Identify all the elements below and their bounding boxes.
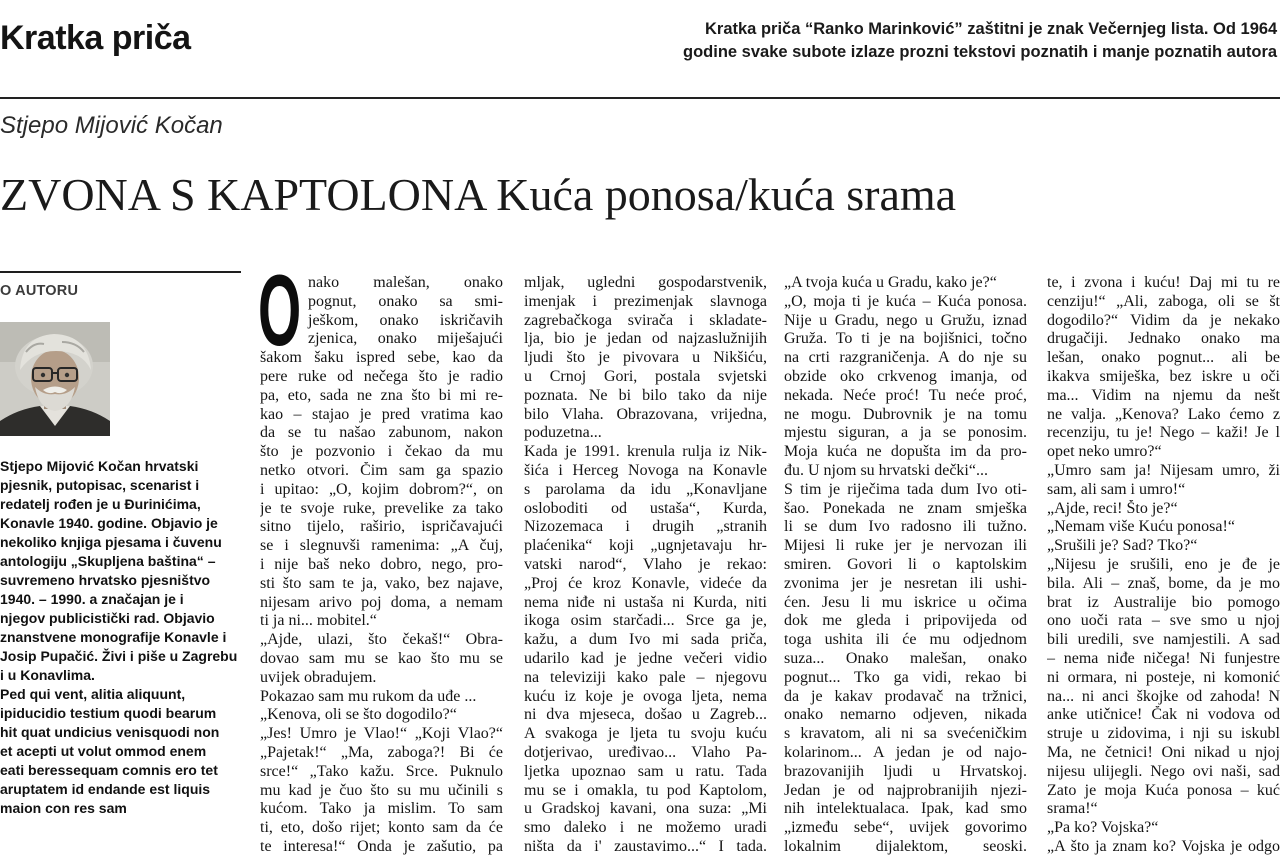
article-text-line: „Srušili je? Sad? Tko?“ [1047,537,1198,555]
article-text-line: struje u zidovima, i nji su iskubl [1047,725,1280,743]
section-note-line: Kratka priča “Ranko Marinković” zaštitni je znak Večernjeg lista. Od 1964 [705,20,1278,38]
article-text-line: ljetka upoznao sam u ratu. Tada [524,762,767,780]
bio-text-line: Stjepo Mijović Kočan hrvatski [0,458,199,474]
article-text-line: osloboditi od ustaša“, Kurda, [524,499,767,517]
article-text-line: u Gradskoj kavani, ona suza: „Mi [524,800,767,818]
article-text-line: „Kenova, oli se što dogodilo?“ [260,706,457,724]
article-text-line: „Pajetak!“ „Ma, zaboga?! Bi će [260,743,503,761]
article-text-line: na crti razgraničenja. A do nje su [784,349,1027,367]
bio-text-line: redatelj rođen je u Đurinićima, [0,496,201,512]
article-text-line: i upitao: „O, kojim dobrom?“, on [260,480,503,498]
about-author-divider [0,271,241,273]
article-text-line: na televiziji kako pale – njegovu [524,668,767,686]
bio-text-line: znanstvene monografije Konavle i [0,629,227,645]
article-text-line: dovao sam mu se kao što mu se [260,649,503,667]
article-text-line: u Crnoj Gori, postala svjetski [524,367,767,385]
bio-text-line: i u Konavlima. [0,667,95,683]
article-text-line: „Nijesu je srušili, eno je đe je [1047,555,1280,573]
article-text-line: je te svoje ruke, prevelike za tako [260,499,503,517]
article-text-line: pa, eto, sada ne zna što bi mi re- [260,386,503,404]
article-text-line: obzide oko crkvenog imanja, od [784,367,1027,385]
article-text-line: nema niđe ni ustaša ni Kurda, niti [524,593,767,611]
article-text-line: se i slegnuvši ramenima: „A čuj, [260,537,503,555]
author-bio [0,457,242,818]
article-text-line: lešan, onako pognut... ali be [1047,349,1280,367]
article-text-line: brat iz Australije bio pomogo [1047,593,1280,611]
article-text-line: uvijek obradujem. [260,668,377,686]
article-text-line: Nije u Gradu, nego u Gružu, iznad [784,311,1027,329]
bio-text-line: Ped qui vent, alitia aliquunt, [0,686,186,702]
about-author-heading: O AUTORU [0,283,79,299]
author-portrait-image [0,322,110,436]
article-text-line: kućom. Tako ja mislim. To sam [260,800,503,818]
article-text-line: suza... Onako malešan, onako [784,649,1027,667]
article-text-line: Zato je moja Kuća ponosa – kuć [1047,781,1280,799]
article-text-line: kuću iz koje je ovoga ljeta, nema [524,687,767,705]
bio-text-line: eati beressequam comnis ero tet [0,762,218,778]
article-text-line: netko otvori. Čim sam ga spazio [260,461,503,479]
article-text-line: sti što sam te ja, vako, bez najave, [260,574,503,592]
article-text-line: Jedan je od najprobranijih njezi- [784,781,1027,799]
article-text-line: bilo Vlaha. Obrazovana, vrijedna, [524,405,767,423]
article-text-line: A svakoga je ljeta tu svoju kuću [524,725,767,743]
article-text-line: sam, ali sam i umro!“ [1047,480,1186,498]
article-text-line: kažu, a dum Ivo mi sada priča, [524,631,767,649]
article-text-line: „Nemam više Kuću ponosa!“ [1047,518,1235,536]
article-text-line: te, i zvona i kuću! Daj mi tu re [1047,274,1280,291]
article-text-line: – nema niđe ničega! Ni funjestre [1047,649,1280,667]
article-text-line: toga ushita ili će mu odjednom [784,631,1027,649]
article-text-line: dotjerivao, uređivao... Vlaho Pa- [524,743,767,761]
article-text-line: Ma, ne četnici! Oni nikad u njoj [1047,743,1280,761]
article-text-line: lokalnim dijalektom, seoski. [784,837,1027,855]
article-text-line: šića i Herceg Novoga na Konavle [524,461,767,479]
article-text-line: „O, moja ti je kuća – Kuća ponosa. [784,292,1027,310]
bio-text-line: Konavle 1940. godine. Objavio je [0,515,218,531]
article-text-line: mu kad je čuo što su mu učinili s [260,781,503,799]
article-column-4 [1047,274,1280,857]
bio-text-line: hit quat undicius venisquodi non [0,724,220,740]
article-text-line: dok me gleda i pripovijeda od [784,612,1027,630]
article-text-line: ti ja ni... mobitel.“ [260,612,377,630]
article-text-line: ono uoči rata – sve smo u njoj [1047,612,1280,630]
article-text-line: lja, bio je jedan od najzaslužnijih [524,330,767,348]
bio-text-line: Josip Pupačić. Živi i piše u Zagrebu [0,648,238,664]
article-title: ZVONA S KAPTOLONA Kuća ponosa/kuća srama [0,169,957,220]
article-text-line: i nije baš neko dobro, nego, pro- [260,555,503,573]
article-text-line: „Umro sam ja! Nijesam umro, ži [1047,461,1280,479]
article-text-line: šakom šaku ispred sebe, kao da [260,349,503,367]
article-text-line: dogodilo?“ Vidim da je nekako [1047,311,1280,329]
article-text-line: Moja kuća ne dopušta im da pro- [784,443,1027,461]
article-text-line: ništa da i' zaustavimo...“ I tada. [524,837,767,855]
left-eye [41,373,45,377]
article-text-line: pognut, onako sa smi- [308,292,503,310]
article-text-line: „Jes! Umro je Vlao!“ „Koji Vlao?“ [260,725,503,743]
article-text-line: poduzetna... [524,424,602,442]
article-text-line: ikakva smiješka, bez iskre u oči [1047,367,1280,385]
article-text-line: S tim je riječima tada dum Ivo oti- [784,480,1027,498]
article-text-line: pere ruke od nečega što je radio [260,367,503,385]
article-author: Stjepo Mijović Kočan [0,112,223,139]
article-text-line: đu. U njom su hrvatski dečki“... [784,461,988,479]
article-text-line: Mijesi li ruke jer je nervozan ili [784,537,1027,555]
article-text-line: nekada. Neće proć! Tu neće proć, [784,386,1027,404]
article-text-line: brazovanijih ljudi u Hrvatskoj. [784,762,1027,780]
article-text-line: nih intelektualaca. Ipak, kad smo [784,800,1027,818]
article-column-1 [258,255,503,857]
article-text-line: „Proj će kroz Konavle, videće da [524,574,767,592]
bio-text-line: njegov publicistički rad. Objavio [0,610,215,626]
article-text-line: srce!“ „Tako kažu. Srce. Puknulo [260,762,503,780]
article-text-line: ješkom, onako iskričavih [308,311,503,329]
article-text-line: zvonima jer je nesretan ili ushi- [784,574,1027,592]
article-text-line: šao. Ponekada ne znam smješka [784,499,1027,517]
article-text-line: vatski narod“, Vlaho je rekao: [524,555,767,573]
article-text-line: Gruža. To ti je na bojišnici, točno [784,330,1027,348]
article-text-line: smo daleko i ne možemo uradi [524,819,767,837]
article-text-line: te interesa!“ Onda je zašutio, pa [260,837,503,855]
bio-text-line: suvremeno hrvatsko pjesništvo [0,572,211,588]
article-text-line: Nizozemaca i drugih „stranih [524,518,767,536]
article-text-line: smiren. Govori li o kaptolskim [784,555,1027,573]
article-text-line: poznata. Ne bi bilo tako da nije [524,386,767,404]
bio-text-line: 1940. – 1990. a značajan je i [0,591,184,607]
article-text-line: pognut... Tko ga vidi, rekao bi [784,668,1027,686]
article-text-line: ti, eto, došo rijet; konto sam da će [260,819,503,837]
article-text-line: li se dum Ivo radosno ili tužno. [784,518,1027,536]
bio-text-line: aruptatem id endande est liquis [0,781,211,797]
article-text-line: zjenica, onako miješajući [308,330,503,348]
article-text-line: da je kakav prodavač na tržnici, [784,687,1027,705]
article-text-line: Pokazao sam mu rukom da uđe ... [260,687,477,705]
article-text-line: „A što ja znam ko? Vojska je odgo [1047,837,1280,855]
article-text-line: mjestu siguran, a ja se ponosim. [784,424,1027,442]
bio-text-line: et acepti ut volut ommod enem [0,743,207,759]
article-text-line: ni ormara, ni posteje, ni komonić [1047,668,1280,686]
article-text-line: recenziju, tu je! Nego – kaži! Je l [1047,424,1280,442]
bio-text-line: antologiju „Skupljena baština“ – [0,553,216,569]
article-text-line: da se tu našao zabunom, nakon [260,424,503,442]
article-text-line: opet neko umro?“ [1047,443,1162,461]
article-text-line: „Pa ko? Vojska?“ [1047,819,1159,837]
article-text-line: „Ajde, reci! Što je?“ [1047,499,1178,517]
article-text-line: udarilo kad je jedne večeri vidio [524,649,767,667]
article-text-line: zagrebačkoga svirača i skladate- [524,311,767,329]
article-text-line: anke utičnice! Čak ni vodova od [1047,706,1280,724]
article-text-line: mu se i omakla, tu pod Kaptolom, [524,781,767,799]
article-text-line: imenjak i prezimenjak slavnoga [524,292,767,310]
bio-text-line: ipiducidio testium quodi bearum [0,705,217,721]
article-text-line: nako malešan, onako [308,274,503,291]
author-photo [0,322,110,436]
article-text-line: s kravatom, ali ni sa svećeničkim [784,725,1027,743]
bio-text-line: pjesnik, putopisac, scenarist i [0,477,200,493]
bio-text-line: maion con res sam [0,800,127,816]
header-divider [0,97,1280,99]
bio-text-line: nekoliko knjiga pjesama i čuvenu [0,534,222,550]
article-text-line: „između sebe“, uvijek govorimo [784,819,1027,837]
article-text-line: nijesam arivo poj doma, a nemam [260,593,503,611]
article-text-line: plaćenika“ koji „ugnjetavaju hr- [524,537,767,555]
article-text-line: s parolama da idu „Konavljane [524,480,767,498]
article-text-line: ma... Vidim na njemu da nešt [1047,386,1280,404]
article-text-line: što je pozvonio i čekao da mu [260,443,503,461]
article-text-line: bili uredili, sve namjestili. A sad [1047,631,1280,649]
article-text-line: „A tvoja kuća u Gradu, kako je?“ [784,274,997,291]
article-text-line: Kada je 1991. krenula rulja iz Nik- [524,443,767,461]
article-text-line: cenziju!“ „Ali, zaboga, oli se št [1047,292,1280,310]
article-text-line: sitno tijelo, raširio, ispričavajući [260,518,503,536]
article-text-line: kao – stajao je pred vratima kao [260,405,503,423]
article-text-line: ljudi što je pivovara u Nikšiću, [524,349,767,367]
drop-cap: O [258,255,302,368]
article-text-line: mljak, ugledni gospodarstvenik, [524,274,767,291]
article-text-line: srama!“ [1047,800,1098,818]
article-text-line: nijesu ulijegli. Nego ovi naši, sad [1047,762,1280,780]
article-text-line: ne valja. „Kenova? Lako ćemo z [1047,405,1280,423]
article-text-line: ikoga osim starčadi... Srce ga je, [524,612,767,630]
article-text-line: kolarinom... A jedan je od najo- [784,743,1027,761]
article-text-line: na... ni anci škojke od zahoda! N [1047,687,1280,705]
article-text-line: ne mogu. Dubrovnik je na tomu [784,405,1027,423]
article-text-line: „Ajde, ulazi, što čekaš!“ Obra- [260,631,503,649]
article-text-line: bila. Ali – znaš, bome, da je mo [1047,574,1280,592]
article-column-3 [784,274,1027,857]
article-text-line: onako nemarno odjeven, nikada [784,706,1027,724]
article-column-2 [524,274,767,857]
section-title: Kratka priča [0,19,191,57]
article-text-line: drugačiji. Jednako onako ma [1047,330,1280,348]
article-text-line: ćen. Jesu li mu iskrice u očima [784,593,1027,611]
article-text-line: ni dva mjeseca, došao u Zagreb... [524,706,767,724]
right-eye [65,373,69,377]
section-note-line: godine svake subote izlaze prozni tekstovi poznatih i manje poznatih autora [683,43,1278,61]
